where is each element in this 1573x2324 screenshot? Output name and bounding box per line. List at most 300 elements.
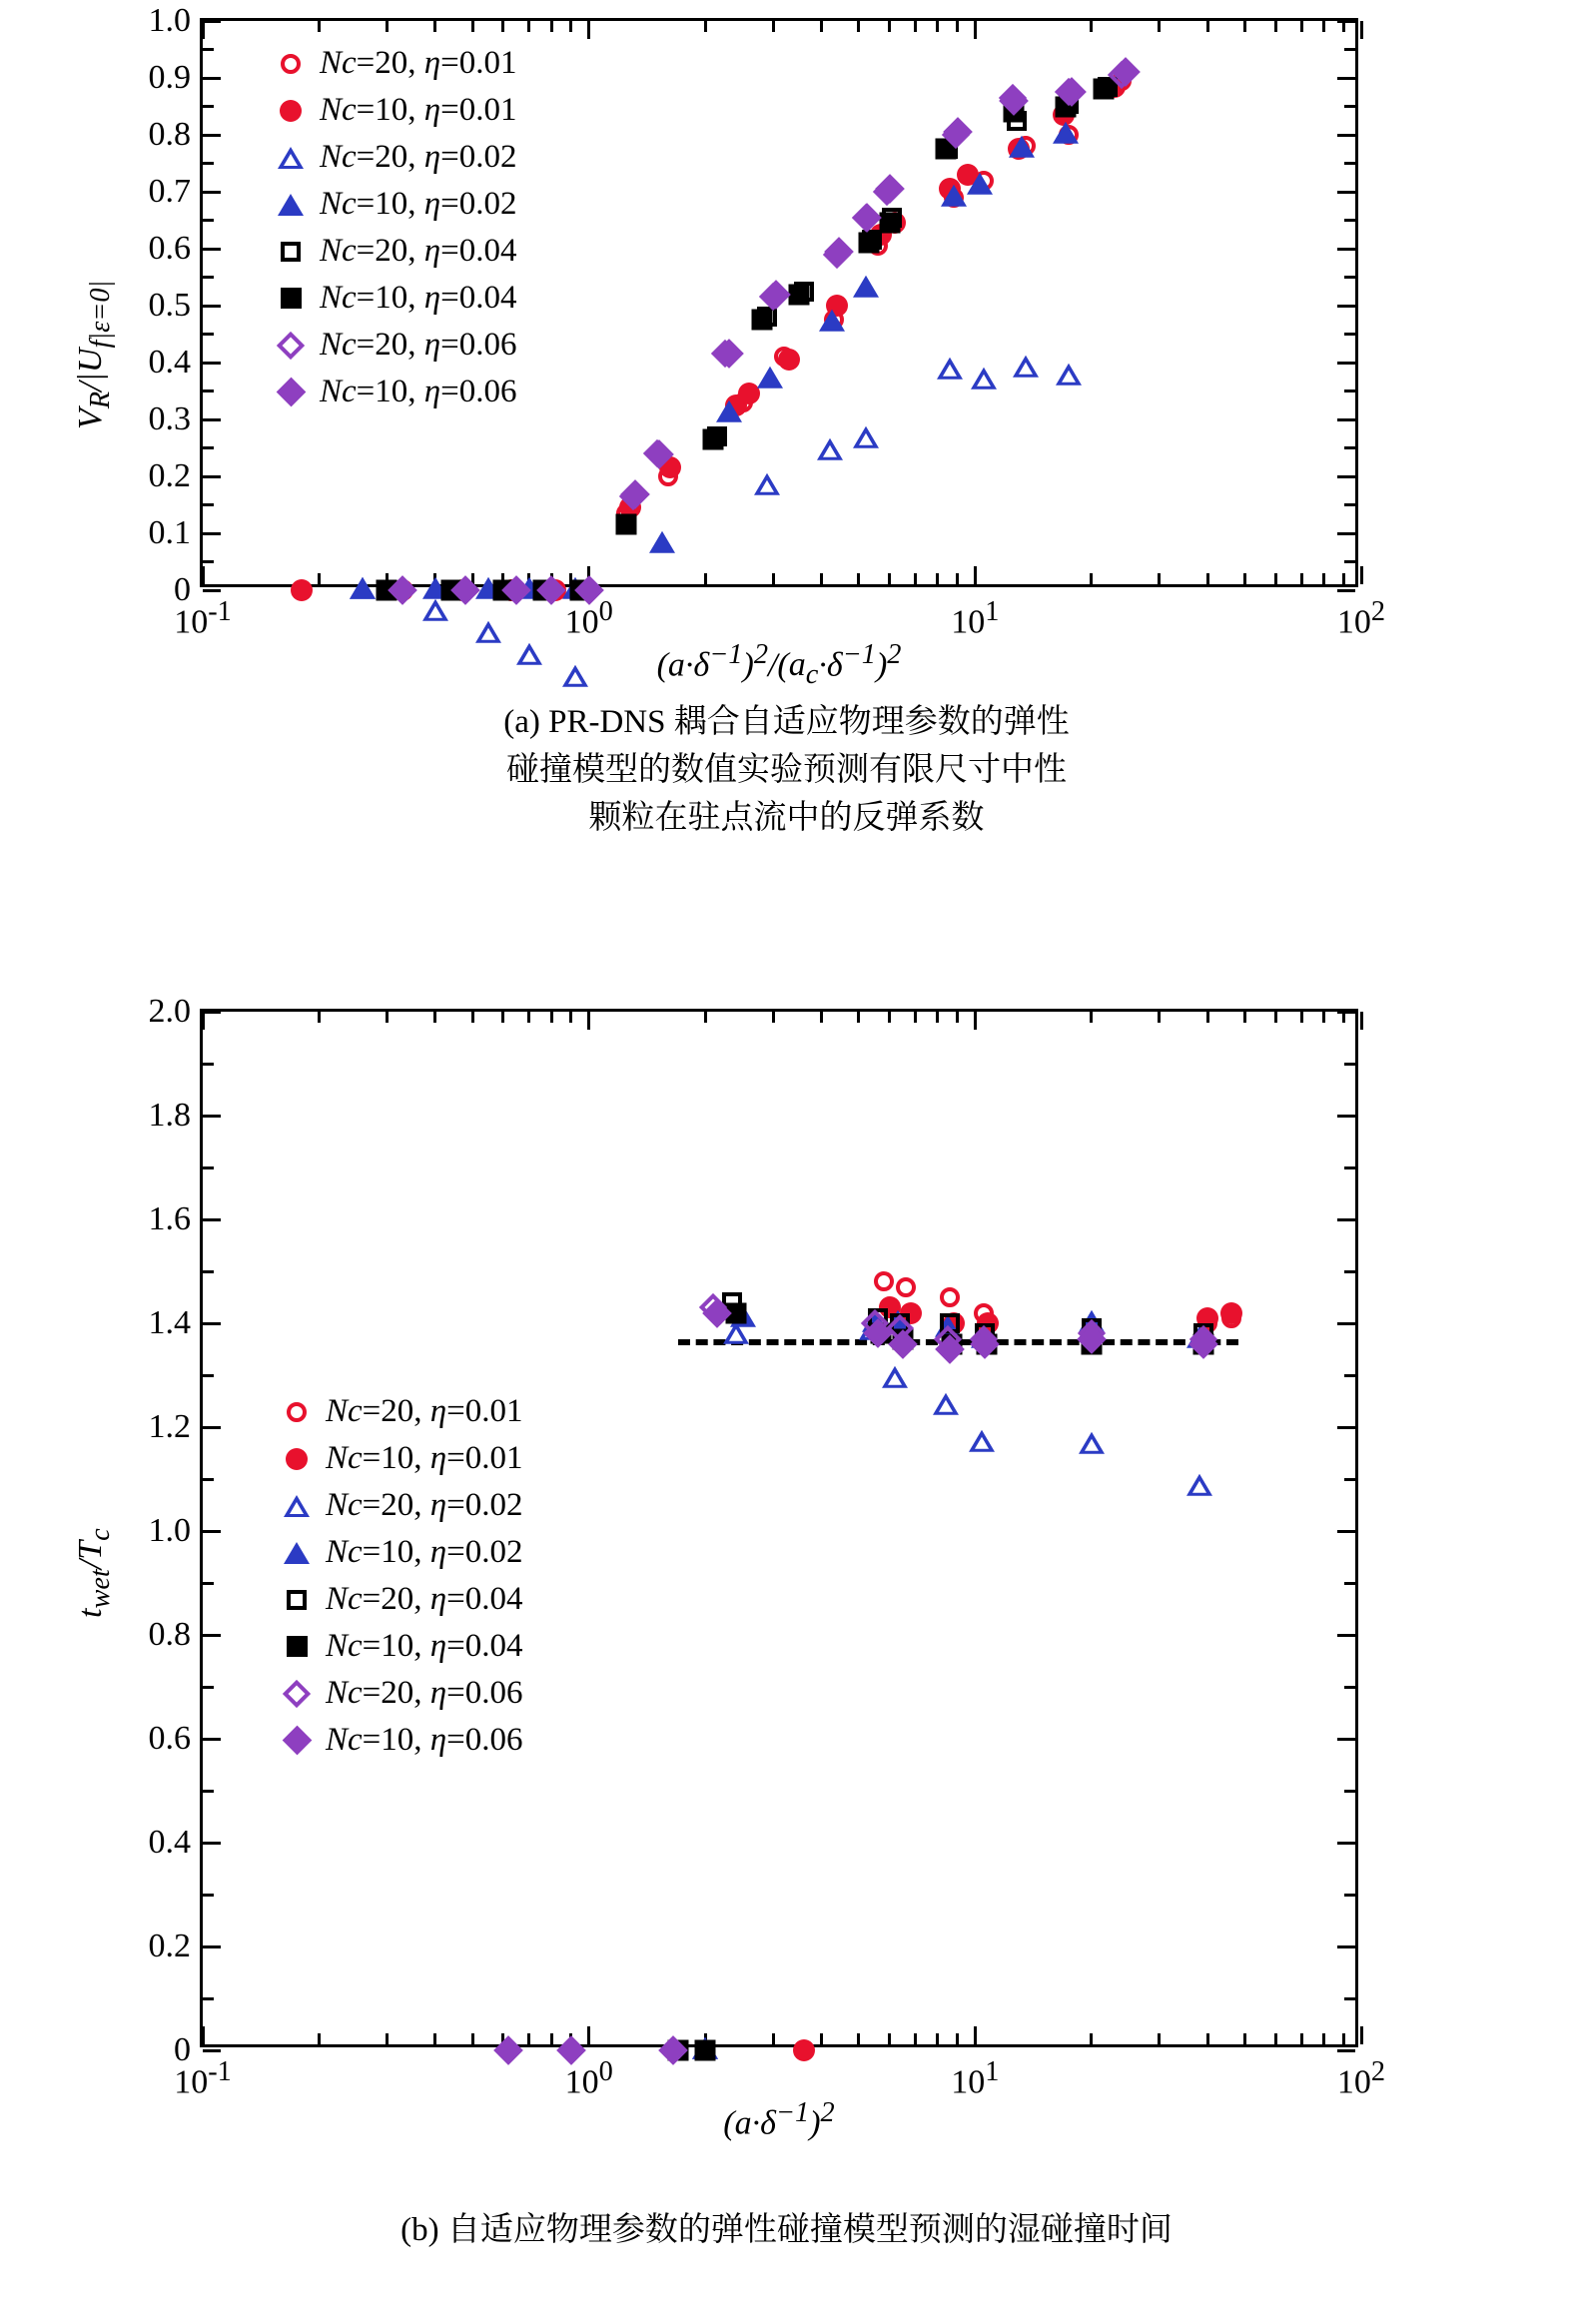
x-tick-label: $10^0$ xyxy=(564,2056,613,2101)
axis-title-y-b: $t_{wet}/T_c$ xyxy=(72,1528,116,1618)
x-tick-minor xyxy=(1090,2033,1093,2044)
x-tick-minor xyxy=(471,21,474,32)
x-tick-minor xyxy=(1090,573,1093,584)
legend-item xyxy=(268,1435,523,1482)
legend-marker-icon xyxy=(268,1684,326,1704)
x-tick-minor xyxy=(1243,2033,1246,2044)
data-point xyxy=(649,531,675,553)
y-tick-minor xyxy=(203,1686,214,1689)
x-tick-minor xyxy=(501,1012,504,1023)
y-tick xyxy=(1337,1842,1355,1845)
y-tick-minor xyxy=(203,1478,214,1481)
data-point xyxy=(703,428,724,449)
y-tick xyxy=(1337,248,1355,251)
legend-label: Nc=10, η=0.06 xyxy=(320,374,517,409)
y-tick xyxy=(1337,1115,1355,1118)
legend-label: Nc=10, η=0.04 xyxy=(326,1628,523,1664)
x-tick-minor xyxy=(772,2033,775,2044)
data-point xyxy=(971,368,997,389)
legend-label: Nc=20, η=0.06 xyxy=(326,1675,523,1711)
x-tick-minor xyxy=(527,21,530,32)
legend-marker-icon xyxy=(268,1448,326,1470)
y-tick-minor xyxy=(203,1894,214,1897)
legend-marker-icon xyxy=(262,100,320,122)
y-tick-label: 0.1 xyxy=(148,514,191,551)
y-tick xyxy=(203,1322,221,1325)
y-tick-label: 0.3 xyxy=(148,400,191,437)
y-tick-minor xyxy=(203,1997,214,2000)
x-tick-minor xyxy=(1158,21,1161,32)
legend-item xyxy=(262,181,517,228)
x-tick-minor xyxy=(1342,21,1345,32)
y-tick xyxy=(203,532,221,535)
x-tick-minor xyxy=(386,2033,389,2044)
x-tick-minor xyxy=(1342,1012,1345,1023)
x-tick-minor xyxy=(569,21,572,32)
x-tick-label: $10^{-1}$ xyxy=(174,2056,232,2101)
x-tick-label: $10^1$ xyxy=(951,2056,1000,2101)
y-tick-minor xyxy=(1344,1686,1355,1689)
legend-marker-icon xyxy=(268,1636,326,1657)
y-tick xyxy=(203,134,221,137)
y-tick xyxy=(203,589,221,592)
data-point xyxy=(969,1430,995,1452)
caption-b: (b) 自适应物理参数的弹性碰撞模型预测的湿碰撞时间 xyxy=(400,2212,1173,2248)
y-tick xyxy=(1337,1945,1355,1948)
axis-title-y-a: $V_R/|U_{f|\varepsilon=0|}$ xyxy=(72,280,116,429)
x-tick-minor xyxy=(956,573,959,584)
legend-marker-icon xyxy=(262,288,320,309)
data-point xyxy=(819,310,845,332)
y-tick-minor xyxy=(1344,560,1355,563)
y-tick xyxy=(1337,77,1355,80)
y-tick-label: 0.6 xyxy=(148,1720,191,1757)
data-point xyxy=(875,174,905,204)
y-tick-minor xyxy=(203,560,214,563)
x-tick-minor xyxy=(1274,1012,1277,1023)
legend-item xyxy=(262,322,517,369)
data-point xyxy=(291,579,313,601)
y-tick-minor xyxy=(1344,1063,1355,1066)
legend-item xyxy=(268,1388,523,1435)
x-tick-minor xyxy=(772,1012,775,1023)
x-tick-minor xyxy=(550,1012,553,1023)
x-tick-minor xyxy=(936,1012,939,1023)
y-tick-minor xyxy=(203,503,214,506)
x-tick-minor xyxy=(772,21,775,32)
x-tick-minor xyxy=(1300,21,1303,32)
x-tick-minor xyxy=(1342,2033,1345,2044)
data-point xyxy=(933,1393,959,1415)
y-tick xyxy=(1337,475,1355,478)
legend-item xyxy=(262,134,517,181)
y-tick-label: 1.6 xyxy=(148,1200,191,1237)
y-tick-label: 0.2 xyxy=(148,457,191,494)
y-tick-minor xyxy=(1344,1582,1355,1585)
y-tick xyxy=(1337,1530,1355,1533)
legend-label: Nc=10, η=0.06 xyxy=(326,1722,523,1758)
y-tick-minor xyxy=(203,446,214,449)
y-tick-label: 0.4 xyxy=(148,344,191,381)
y-tick-minor xyxy=(203,105,214,108)
x-tick xyxy=(974,1012,977,1030)
x-tick-label: $10^{-1}$ xyxy=(174,596,232,641)
y-tick-label: 0.4 xyxy=(148,1824,191,1861)
y-tick-minor xyxy=(1344,48,1355,51)
data-point xyxy=(825,237,855,267)
y-tick-label: 0.8 xyxy=(148,1616,191,1653)
legend-label: Nc=10, η=0.01 xyxy=(326,1440,523,1476)
legend-item xyxy=(262,87,517,134)
data-point xyxy=(1009,136,1035,158)
x-tick-minor xyxy=(956,2033,959,2044)
x-tick-minor xyxy=(318,21,321,32)
y-tick-label: 1.8 xyxy=(148,1097,191,1134)
y-tick-minor xyxy=(203,389,214,392)
x-tick xyxy=(202,2026,205,2044)
y-tick-minor xyxy=(1344,389,1355,392)
y-tick xyxy=(1337,1011,1355,1014)
legend-label: Nc=20, η=0.01 xyxy=(326,1393,523,1429)
legend-label: Nc=10, η=0.02 xyxy=(326,1534,523,1570)
x-tick-minor xyxy=(386,1012,389,1023)
x-tick-minor xyxy=(956,21,959,32)
y-tick xyxy=(1337,191,1355,194)
x-tick-minor xyxy=(471,1012,474,1023)
y-tick-minor xyxy=(1344,1374,1355,1377)
x-tick-minor xyxy=(1243,1012,1246,1023)
x-tick-minor xyxy=(888,573,891,584)
y-tick xyxy=(1337,305,1355,308)
legend-item xyxy=(262,228,517,275)
legend-label: Nc=20, η=0.02 xyxy=(326,1487,523,1523)
y-tick-label: 0.5 xyxy=(148,287,191,324)
x-tick-minor xyxy=(1090,1012,1093,1023)
y-tick-minor xyxy=(203,48,214,51)
legend-item xyxy=(268,1482,523,1529)
x-tick-minor xyxy=(1243,21,1246,32)
legend-item xyxy=(268,1623,523,1670)
y-tick-label: 1.0 xyxy=(148,1512,191,1549)
x-tick-minor xyxy=(1206,573,1209,584)
x-tick-minor xyxy=(1206,1012,1209,1023)
legend-marker-icon xyxy=(262,242,320,262)
x-tick-minor xyxy=(820,21,823,32)
x-tick-minor xyxy=(857,1012,860,1023)
y-tick xyxy=(1337,20,1355,23)
data-point xyxy=(874,1271,894,1291)
x-tick xyxy=(202,566,205,584)
y-tick-minor xyxy=(1344,333,1355,336)
data-point xyxy=(817,438,843,460)
data-point xyxy=(751,310,772,331)
x-tick xyxy=(1360,566,1363,584)
y-tick-label: 2.0 xyxy=(148,993,191,1030)
y-tick-minor xyxy=(203,162,214,165)
x-tick-minor xyxy=(386,21,389,32)
data-point xyxy=(754,473,780,495)
data-point xyxy=(714,340,744,370)
y-tick-label: 0.8 xyxy=(148,116,191,153)
data-point xyxy=(1013,356,1039,378)
x-tick xyxy=(1360,1012,1363,1030)
data-point xyxy=(1093,79,1114,100)
legend-b xyxy=(268,1388,523,1764)
x-tick-minor xyxy=(1206,21,1209,32)
y-tick xyxy=(203,418,221,421)
legend-item xyxy=(262,40,517,87)
x-tick-minor xyxy=(318,1012,321,1023)
x-tick-minor xyxy=(1243,573,1246,584)
data-point xyxy=(716,400,742,422)
x-tick xyxy=(1360,21,1363,39)
x-tick-minor xyxy=(820,1012,823,1023)
data-point xyxy=(941,184,967,206)
x-tick-label: $10^2$ xyxy=(1336,596,1386,641)
x-tick-minor xyxy=(914,573,917,584)
y-tick-minor xyxy=(1344,446,1355,449)
y-tick-minor xyxy=(1344,1894,1355,1897)
data-point xyxy=(1056,364,1082,386)
y-tick-minor xyxy=(203,333,214,336)
legend-label: Nc=20, η=0.04 xyxy=(320,233,517,269)
y-tick xyxy=(203,1011,221,1014)
y-tick xyxy=(203,20,221,23)
legend-a xyxy=(262,40,517,415)
y-tick xyxy=(1337,134,1355,137)
y-tick-minor xyxy=(1344,105,1355,108)
legend-marker-icon xyxy=(262,54,320,74)
y-tick xyxy=(1337,532,1355,535)
x-tick-minor xyxy=(1274,2033,1277,2044)
y-tick-minor xyxy=(203,1790,214,1793)
y-tick-label: 0.9 xyxy=(148,59,191,96)
y-tick-label: 1.4 xyxy=(148,1304,191,1341)
x-tick-minor xyxy=(1158,573,1161,584)
x-tick-minor xyxy=(1300,2033,1303,2044)
data-point xyxy=(896,1277,916,1297)
y-tick-label: 0.6 xyxy=(148,230,191,267)
legend-item xyxy=(268,1576,523,1623)
x-tick-minor xyxy=(1274,573,1277,584)
legend-marker-icon xyxy=(268,1590,326,1610)
y-tick xyxy=(1337,1218,1355,1221)
y-tick-label: 0.7 xyxy=(148,173,191,210)
x-tick-minor xyxy=(1300,573,1303,584)
y-tick xyxy=(1337,1426,1355,1429)
legend-label: Nc=20, η=0.06 xyxy=(320,327,517,363)
y-tick xyxy=(1337,362,1355,365)
y-tick xyxy=(203,1218,221,1221)
legend-marker-icon xyxy=(262,194,320,216)
x-tick xyxy=(974,566,977,584)
legend-item xyxy=(268,1717,523,1764)
data-point xyxy=(937,358,963,380)
x-tick-minor xyxy=(527,2033,530,2044)
x-tick-minor xyxy=(914,2033,917,2044)
data-point xyxy=(853,276,879,298)
x-tick-minor xyxy=(820,2033,823,2044)
data-point xyxy=(1079,1431,1105,1453)
data-point xyxy=(882,1365,908,1387)
x-tick-minor xyxy=(527,1012,530,1023)
y-tick xyxy=(203,305,221,308)
data-point xyxy=(761,280,791,310)
data-point xyxy=(1186,1474,1212,1496)
y-tick-minor xyxy=(203,1582,214,1585)
x-tick-minor xyxy=(956,1012,959,1023)
x-tick-minor xyxy=(1158,1012,1161,1023)
x-tick-minor xyxy=(1090,21,1093,32)
y-tick xyxy=(1337,1738,1355,1741)
y-tick-minor xyxy=(1344,276,1355,279)
x-tick-minor xyxy=(1322,1012,1325,1023)
data-point xyxy=(940,1287,960,1307)
x-tick-minor xyxy=(936,21,939,32)
y-tick xyxy=(203,1426,221,1429)
data-point xyxy=(793,2039,815,2061)
y-tick xyxy=(203,1634,221,1637)
x-tick-label: $10^2$ xyxy=(1336,2056,1386,2101)
y-tick xyxy=(203,362,221,365)
y-tick-minor xyxy=(1344,1997,1355,2000)
x-tick xyxy=(974,2026,977,2044)
caption-a: (a) PR-DNS 耦合自适应物理参数的弹性 碰撞模型的数值实验预测有限尺寸中性 颗粒在驻点流中的反弹系数 xyxy=(503,704,1070,836)
y-tick-minor xyxy=(1344,1166,1355,1169)
y-tick xyxy=(203,191,221,194)
data-point xyxy=(1053,122,1079,144)
y-tick-minor xyxy=(1344,162,1355,165)
y-tick-minor xyxy=(203,1166,214,1169)
legend-label: Nc=20, η=0.02 xyxy=(320,139,517,175)
data-point xyxy=(350,577,376,599)
x-tick-minor xyxy=(857,573,860,584)
y-tick-minor xyxy=(1344,219,1355,222)
data-point xyxy=(757,367,783,388)
x-tick-minor xyxy=(914,1012,917,1023)
x-tick-minor xyxy=(1322,573,1325,584)
data-point xyxy=(616,514,637,535)
legend-item xyxy=(262,275,517,322)
x-tick-minor xyxy=(433,2033,436,2044)
data-point xyxy=(879,213,900,234)
data-point xyxy=(494,2035,524,2065)
y-tick xyxy=(1337,1322,1355,1325)
y-tick-minor xyxy=(1344,1478,1355,1481)
y-tick-label: 1.0 xyxy=(148,2,191,39)
data-point xyxy=(422,599,448,621)
legend-marker-icon xyxy=(268,1402,326,1422)
x-tick-minor xyxy=(1274,21,1277,32)
data-point xyxy=(695,2040,716,2061)
y-tick xyxy=(203,1530,221,1533)
y-tick xyxy=(203,77,221,80)
x-tick-minor xyxy=(704,21,707,32)
x-tick-minor xyxy=(1300,1012,1303,1023)
y-tick xyxy=(203,1945,221,1948)
y-tick-minor xyxy=(203,1063,214,1066)
legend-label: Nc=10, η=0.01 xyxy=(320,92,517,128)
y-tick xyxy=(203,1738,221,1741)
x-tick xyxy=(202,1012,205,1030)
x-tick-minor xyxy=(1158,2033,1161,2044)
y-tick-label: 0 xyxy=(174,2031,191,2068)
data-point xyxy=(853,426,879,448)
legend-label: Nc=20, η=0.01 xyxy=(320,45,517,81)
y-tick-minor xyxy=(203,1374,214,1377)
x-tick-minor xyxy=(433,1012,436,1023)
x-tick-minor xyxy=(820,573,823,584)
x-tick-minor xyxy=(501,21,504,32)
legend-item xyxy=(268,1670,523,1717)
x-tick-minor xyxy=(888,2033,891,2044)
x-tick-minor xyxy=(888,21,891,32)
x-tick xyxy=(587,21,590,39)
y-tick xyxy=(203,1115,221,1118)
data-point xyxy=(789,284,810,305)
x-tick-minor xyxy=(936,573,939,584)
x-tick-minor xyxy=(857,2033,860,2044)
x-tick-minor xyxy=(936,2033,939,2044)
x-tick xyxy=(587,1012,590,1030)
x-tick-label: $10^0$ xyxy=(564,596,613,641)
x-tick-minor xyxy=(569,1012,572,1023)
legend-marker-icon xyxy=(268,1542,326,1564)
legend-label: Nc=10, η=0.04 xyxy=(320,280,517,316)
x-tick xyxy=(202,21,205,39)
x-tick-minor xyxy=(550,2033,553,2044)
y-tick xyxy=(1337,1634,1355,1637)
x-tick-minor xyxy=(471,2033,474,2044)
y-tick-minor xyxy=(1344,1270,1355,1273)
axis-title-x-b: $(a\cdot\delta^{-1})^2$ xyxy=(723,2097,835,2142)
y-tick-minor xyxy=(203,276,214,279)
y-tick-label: 1.2 xyxy=(148,1408,191,1445)
y-tick xyxy=(1337,589,1355,592)
legend-marker-icon xyxy=(262,147,320,169)
y-tick xyxy=(203,248,221,251)
y-tick xyxy=(1337,418,1355,421)
y-tick xyxy=(203,475,221,478)
x-tick xyxy=(974,21,977,39)
legend-item xyxy=(268,1529,523,1576)
x-tick-minor xyxy=(1322,2033,1325,2044)
y-tick-minor xyxy=(203,219,214,222)
legend-label: Nc=20, η=0.04 xyxy=(326,1581,523,1617)
y-tick xyxy=(1337,2049,1355,2052)
x-tick-minor xyxy=(704,1012,707,1023)
x-tick-minor xyxy=(914,21,917,32)
x-tick-minor xyxy=(888,1012,891,1023)
x-tick-minor xyxy=(1342,573,1345,584)
y-tick-minor xyxy=(1344,1790,1355,1793)
y-tick xyxy=(203,2049,221,2052)
x-tick-minor xyxy=(550,21,553,32)
legend-marker-icon xyxy=(268,1495,326,1517)
y-tick xyxy=(203,1842,221,1845)
x-tick xyxy=(1360,2026,1363,2044)
x-tick-minor xyxy=(318,573,321,584)
x-tick-minor xyxy=(772,573,775,584)
x-tick-label: $10^1$ xyxy=(951,596,1000,641)
x-tick-minor xyxy=(704,573,707,584)
y-tick-minor xyxy=(203,1270,214,1273)
y-tick-label: 0 xyxy=(174,571,191,608)
x-tick-minor xyxy=(318,2033,321,2044)
data-point xyxy=(1220,1302,1242,1324)
x-tick xyxy=(587,2026,590,2044)
x-tick-minor xyxy=(1206,2033,1209,2044)
